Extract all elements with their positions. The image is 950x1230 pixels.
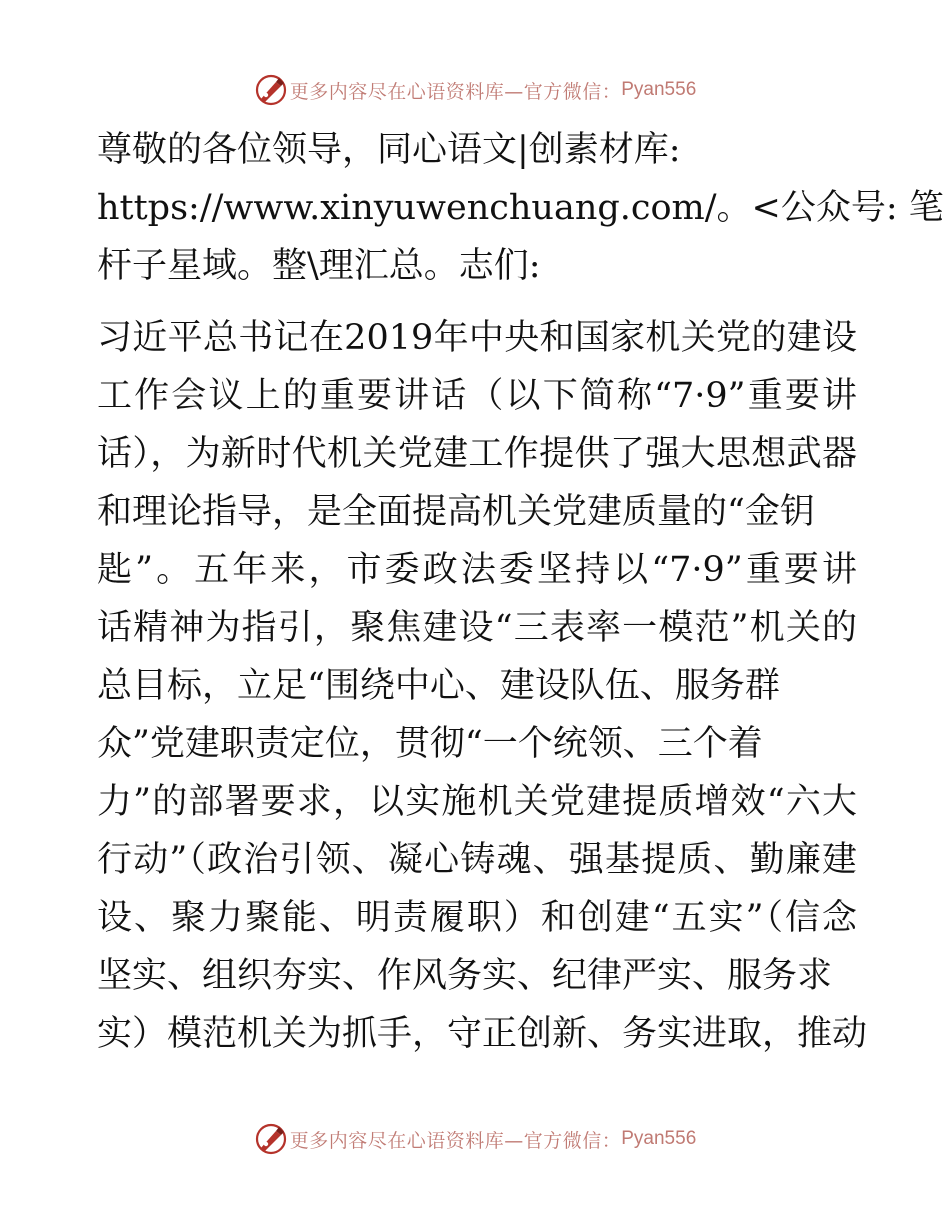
text-line: 话精神为指引，聚焦建设“三表率一模范”机关的 [97,608,857,648]
paragraph-salutation [97,121,944,295]
text-line: 力”的部署要求，以实施机关党建提质增效“六大 [97,782,857,822]
text-line: 杆子星域。整\理汇总。志们: [97,246,541,286]
watermark-text: 更多内容尽在心语资料库—官方微信： [289,80,622,103]
text-line: https://www.xinyuwenchuang.com/。<公众号: 笔 [97,188,944,228]
watermark-wechat-id: Pyan556 [621,1128,697,1149]
text-line: 坚实、组织夯实、作风务实、纪律严实、服务求 [97,956,833,996]
watermark-wechat-id: Pyan556 [621,79,697,100]
paragraph-body [97,309,868,1063]
footer-watermark [0,1119,950,1159]
text-line: 众”党建职责定位，贯彻“一个统领、三个着 [97,724,763,764]
pen-logo-icon [254,1122,288,1156]
text-line: 匙”。五年来，市委政法委坚持以“7·9”重要讲 [97,550,857,590]
pen-logo-icon [254,73,288,107]
text-line: 设、聚力聚能、明责履职）和创建“五实”（信念 [97,898,857,938]
document-body [97,121,944,1063]
text-line: 总目标，立足“围绕中心、建设队伍、服务群 [97,666,780,706]
text-line: 工作会议上的重要讲话（以下简称“7·9”重要讲 [97,376,857,416]
text-line: 和理论指导，是全面提高机关党建质量的“金钥 [97,492,815,532]
watermark-text: 更多内容尽在心语资料库—官方微信： [289,1129,622,1152]
text-line: 行动”（政治引领、凝心铸魂、强基提质、勤廉建 [97,840,857,880]
text-line: 实）模范机关为抓手，守正创新、务实进取，推动 [97,1014,868,1054]
text-line: 习近平总书记在2019年中央和国家机关党的建设 [97,318,857,358]
header-watermark [0,70,950,110]
text-line: 尊敬的各位领导，同心语文|创素材库: [97,130,681,170]
text-line: 话），为新时代机关党建工作提供了强大思想武器 [97,434,857,474]
